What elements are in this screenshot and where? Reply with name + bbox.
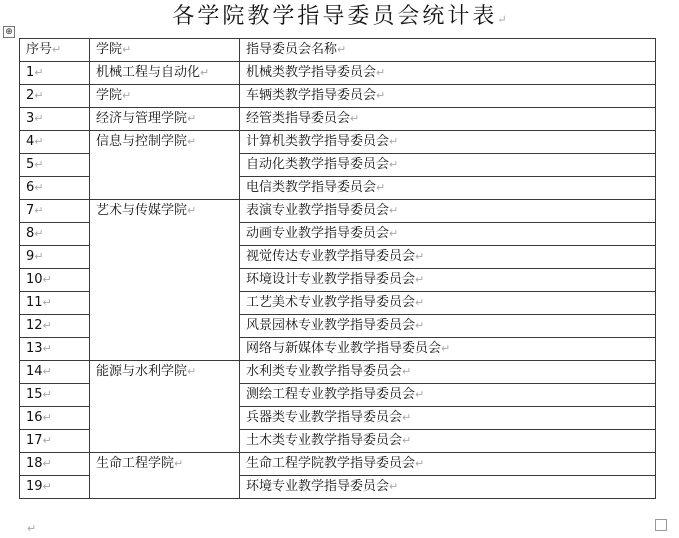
committee-name-cell[interactable]	[240, 131, 656, 154]
committee-name-cell-text: 动画专业教学指导委员会	[246, 226, 390, 241]
row-number-cell-text: 4	[26, 134, 35, 149]
document-title	[0, 2, 679, 35]
row-number-cell[interactable]	[20, 177, 90, 200]
committee-name-cell-text: 风景园林专业教学指导委员会	[246, 318, 416, 333]
school-cell[interactable]	[90, 85, 240, 108]
committee-name-cell-text: 车辆类教学指导委员会	[246, 88, 377, 103]
row-number-cell[interactable]	[20, 292, 90, 315]
school-cell-text: 学院	[96, 88, 123, 103]
row-number-cell-text: 8	[26, 226, 35, 241]
paragraph-mark: ↵	[187, 204, 197, 217]
committee-name-cell-text: 兵器类专业教学指导委员会	[246, 410, 403, 425]
paragraph-mark: ↵	[415, 296, 425, 309]
paragraph-mark: ↵	[42, 411, 52, 424]
paragraph-mark: ↵	[497, 13, 507, 26]
paragraph-mark: ↵	[389, 158, 399, 171]
row-number-cell[interactable]	[20, 62, 90, 85]
school-cell-text: 机械工程与自动化	[96, 65, 201, 80]
committee-name-cell-text: 计算机类教学指导委员会	[246, 134, 390, 149]
committee-name-cell[interactable]	[240, 154, 656, 177]
paragraph-mark: ↵	[42, 480, 52, 493]
table-row	[20, 361, 656, 384]
committee-name-cell[interactable]	[240, 476, 656, 499]
committee-name-cell[interactable]	[240, 361, 656, 384]
school-cell-text: 生命工程学院	[96, 456, 175, 471]
row-number-cell[interactable]	[20, 223, 90, 246]
committee-name-cell[interactable]	[240, 338, 656, 361]
table-row	[20, 131, 656, 154]
committee-name-cell-text: 环境设计专业教学指导委员会	[246, 272, 416, 287]
paragraph-mark: ↵	[389, 204, 399, 217]
row-number-cell[interactable]	[20, 269, 90, 292]
paragraph-mark: ↵	[415, 457, 425, 470]
paragraph-mark: ↵	[42, 296, 52, 309]
paragraph-mark: ↵	[122, 43, 132, 56]
school-cell-text: 艺术与传媒学院	[96, 203, 188, 218]
paragraph-mark: ↵	[42, 342, 52, 355]
paragraph-mark: ↵	[34, 204, 44, 217]
paragraph-mark: ↵	[187, 135, 197, 148]
school-cell-text: 能源与水利学院	[96, 364, 188, 379]
paragraph-mark: ↵	[187, 112, 197, 125]
paragraph-mark: ↵	[337, 43, 347, 56]
paragraph-mark: ↵	[34, 158, 44, 171]
row-number-cell[interactable]	[20, 246, 90, 269]
paragraph-mark: ↵	[42, 365, 52, 378]
school-cell[interactable]	[90, 453, 240, 499]
school-cell-text: 信息与控制学院	[96, 134, 188, 149]
row-number-cell-text: 10	[26, 272, 43, 287]
paragraph-mark: ↵	[415, 319, 425, 332]
paragraph-mark: ↵	[52, 43, 62, 56]
row-number-cell-text: 16	[26, 410, 43, 425]
row-number-cell[interactable]	[20, 430, 90, 453]
paragraph-mark: ↵	[42, 319, 52, 332]
row-number-cell[interactable]	[20, 315, 90, 338]
row-number-cell[interactable]	[20, 361, 90, 384]
committee-name-cell-text: 测绘工程专业教学指导委员会	[246, 387, 416, 402]
row-number-cell[interactable]	[20, 338, 90, 361]
committee-name-cell-text: 环境专业教学指导委员会	[246, 479, 390, 494]
committee-name-cell[interactable]	[240, 430, 656, 453]
header-cell[interactable]	[20, 39, 90, 62]
table-row	[20, 108, 656, 131]
row-number-cell-text: 13	[26, 341, 43, 356]
row-number-cell-text: 12	[26, 318, 43, 333]
committee-name-cell[interactable]	[240, 108, 656, 131]
row-number-cell[interactable]	[20, 131, 90, 154]
row-number-cell[interactable]	[20, 453, 90, 476]
paragraph-mark: ↵	[34, 66, 44, 79]
header-cell-text: 学院	[96, 42, 123, 57]
row-number-cell[interactable]	[20, 200, 90, 223]
paragraph-mark: ↵	[34, 181, 44, 194]
row-number-cell-text: 11	[26, 295, 43, 310]
paragraph-mark: ↵	[34, 135, 44, 148]
paragraph-mark: ↵	[34, 227, 44, 240]
paragraph-mark: ↵	[34, 89, 44, 102]
table-row	[20, 200, 656, 223]
school-cell[interactable]	[90, 108, 240, 131]
row-number-cell-text: 7	[26, 203, 35, 218]
committee-name-cell[interactable]	[240, 407, 656, 430]
header-cell[interactable]	[90, 39, 240, 62]
paragraph-mark: ↵	[402, 434, 412, 447]
paragraph-mark: ↵	[122, 89, 132, 102]
paragraph-mark: ↵	[415, 388, 425, 401]
committee-name-cell-text: 水利类专业教学指导委员会	[246, 364, 403, 379]
committee-name-cell-text: 工艺美术专业教学指导委员会	[246, 295, 416, 310]
committee-name-cell[interactable]	[240, 200, 656, 223]
row-number-cell-text: 9	[26, 249, 35, 264]
committee-name-cell[interactable]	[240, 269, 656, 292]
committee-table	[19, 38, 656, 499]
paragraph-mark: ↵	[42, 434, 52, 447]
row-number-cell-text: 14	[26, 364, 43, 379]
committee-name-cell[interactable]	[240, 246, 656, 269]
row-number-cell-text: 2	[26, 88, 35, 103]
row-number-cell-text: 3	[26, 111, 35, 126]
committee-name-cell[interactable]	[240, 85, 656, 108]
paragraph-mark: ↵	[42, 457, 52, 470]
paragraph-mark: ↵	[187, 365, 197, 378]
school-cell[interactable]	[90, 62, 240, 85]
table-resize-handle[interactable]	[655, 519, 667, 531]
paragraph-mark: ↵	[42, 388, 52, 401]
committee-name-cell[interactable]	[240, 315, 656, 338]
header-cell-text: 序号	[26, 42, 53, 57]
paragraph-mark: ↵	[174, 457, 184, 470]
row-number-cell[interactable]	[20, 108, 90, 131]
title-text: 各学院教学指导委员会统计表	[172, 4, 498, 29]
table-row	[20, 62, 656, 85]
table-header-row	[20, 39, 656, 62]
school-cell[interactable]	[90, 131, 240, 200]
school-cell[interactable]	[90, 361, 240, 453]
table-row	[20, 85, 656, 108]
committee-name-cell-text: 土木类专业教学指导委员会	[246, 433, 403, 448]
paragraph-mark: ↵	[376, 89, 386, 102]
table-move-handle-icon[interactable]: ⊕	[3, 26, 15, 38]
committee-name-cell-text: 视觉传达专业教学指导委员会	[246, 249, 416, 264]
row-number-cell[interactable]	[20, 476, 90, 499]
paragraph-mark: ↵	[376, 181, 386, 194]
row-number-cell-text: 5	[26, 157, 35, 172]
row-number-cell-text: 6	[26, 180, 35, 195]
row-number-cell-text: 1	[26, 65, 35, 80]
committee-name-cell-text: 自动化类教学指导委员会	[246, 157, 390, 172]
school-cell[interactable]	[90, 200, 240, 361]
committee-name-cell-text: 生命工程学院教学指导委员会	[246, 456, 416, 471]
paragraph-mark: ↵	[200, 66, 210, 79]
committee-name-cell[interactable]	[240, 453, 656, 476]
committee-name-cell-text: 网络与新媒体专业教学指导委员会	[246, 341, 442, 356]
paragraph-mark: ↵	[389, 480, 399, 493]
committee-name-cell[interactable]	[240, 177, 656, 200]
paragraph-mark: ↵	[350, 112, 360, 125]
school-cell-text: 经济与管理学院	[96, 111, 188, 126]
paragraph-mark: ↵	[441, 342, 451, 355]
paragraph-mark-end: ↵	[27, 522, 37, 535]
committee-name-cell[interactable]	[240, 62, 656, 85]
row-number-cell[interactable]	[20, 85, 90, 108]
paragraph-mark: ↵	[34, 112, 44, 125]
paragraph-mark: ↵	[415, 250, 425, 263]
paragraph-mark: ↵	[402, 411, 412, 424]
committee-name-cell-text: 经管类指导委员会	[246, 111, 351, 126]
row-number-cell-text: 17	[26, 433, 43, 448]
paragraph-mark: ↵	[42, 273, 52, 286]
row-number-cell-text: 18	[26, 456, 43, 471]
committee-name-cell-text: 机械类教学指导委员会	[246, 65, 377, 80]
row-number-cell[interactable]	[20, 384, 90, 407]
committee-name-cell-text: 表演专业教学指导委员会	[246, 203, 390, 218]
paragraph-mark: ↵	[389, 227, 399, 240]
committee-name-cell[interactable]	[240, 384, 656, 407]
row-number-cell[interactable]	[20, 407, 90, 430]
header-cell[interactable]	[240, 39, 656, 62]
paragraph-mark: ↵	[415, 273, 425, 286]
table-row	[20, 453, 656, 476]
committee-name-cell[interactable]	[240, 223, 656, 246]
paragraph-mark: ↵	[389, 135, 399, 148]
paragraph-mark: ↵	[376, 66, 386, 79]
committee-name-cell-text: 电信类教学指导委员会	[246, 180, 377, 195]
committee-name-cell[interactable]	[240, 292, 656, 315]
row-number-cell-text: 15	[26, 387, 43, 402]
paragraph-mark: ↵	[402, 365, 412, 378]
row-number-cell-text: 19	[26, 479, 43, 494]
header-cell-text: 指导委员会名称	[246, 42, 338, 57]
row-number-cell[interactable]	[20, 154, 90, 177]
paragraph-mark: ↵	[34, 250, 44, 263]
